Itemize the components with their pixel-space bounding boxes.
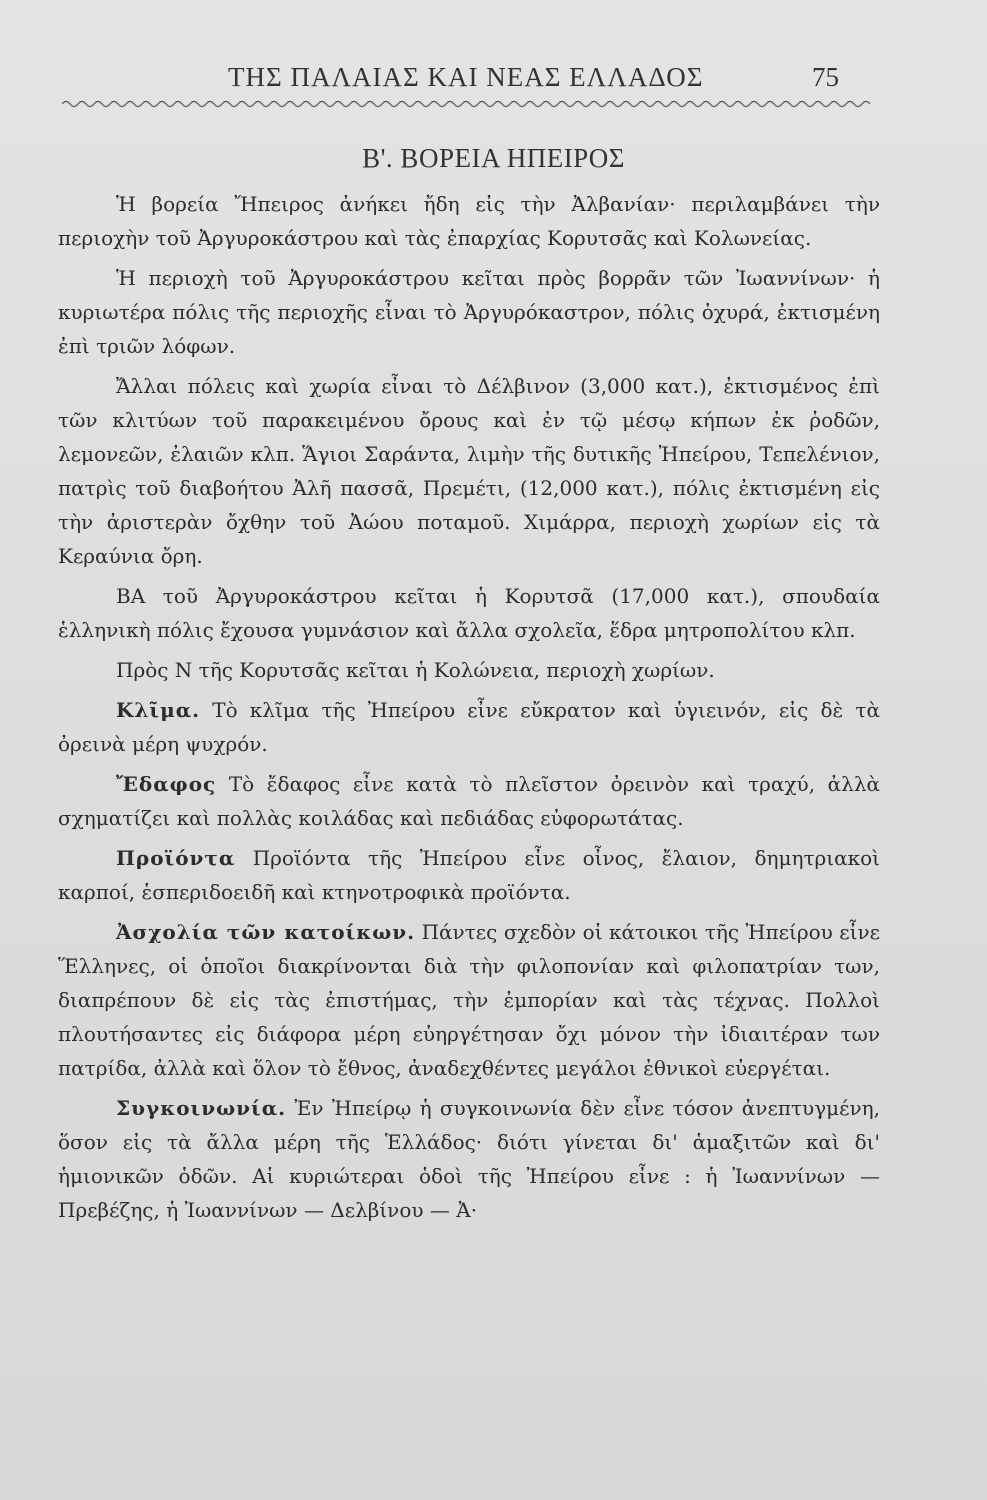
- subsection-text: Πάντες σχεδὸν οἱ κάτοικοι τῆς Ἠπείρου εἶνε Ἕλληνες, οἱ ὁποῖοι διακρίνονται διὰ τὴν φιλοπονίαν καὶ φιλοπατρίαν των, διαπρέπουν δὲ εἰς τὰς ἐπιστήμας, τὴν ἐμπορίαν καὶ τὰς τέχνας. Πολλοὶ πλουτήσαντες εἰς διάφορα μέρη εὐηργέτησαν ὄχι μόνον τὴν ἰδιαιτέραν των πατρίδα, ἀλλὰ καὶ ὅλον τὸ ἔθνος, ἀναδεχθέντες μεγάλοι ἐθνικοὶ εὐεργέται.: [58, 920, 881, 1080]
- paragraph: Ἄλλαι πόλεις καὶ χωρία εἶναι τὸ Δέλβινον (3,000 κατ.), ἐκτισμένος ἐπὶ τῶν κλιτύων τοῦ παρακειμένου ὄρους καὶ ἐν τῷ μέσῳ κήπων ἐκ ῥοδῶν, λεμονεῶν, ἐλαιῶν κλπ. Ἅγιοι Σαράντα, λιμὴν τῆς δυτικῆς Ἠπείρου, Τεπελένιον, πατρὶς τοῦ διαβοήτου Ἀλῆ πασσᾶ, Πρεμέτι, (12,000 κατ.), πόλις ἐκτισμένη εἰς τὴν ἀριστερὰν ὄχθην τοῦ Ἀώου ποταμοῦ. Χιμάρρα, περιοχὴ χωρίων εἰς τὰ Κεραύνια ὄρη.: [58, 374, 880, 568]
- subsection-heading: Προϊόντα: [116, 846, 236, 870]
- running-header: [0, 62, 987, 98]
- subsection-products: [58, 841, 880, 909]
- subsection-heading: Ἔδαφος: [116, 772, 217, 796]
- running-title: ΤΗΣ ΠΑΛΑΙΑΣ ΚΑΙ ΝΕΑΣ ΕΛΛΑΔΟΣ: [228, 62, 704, 92]
- subsection-text: Τὸ ἔδαφος εἶνε κατὰ τὸ πλεῖστον ὀρεινὸν καὶ τραχύ, ἀλλὰ σχηματίζει καὶ πολλὰς κοιλάδας καὶ πεδιάδας εὐφορωτάτας.: [58, 772, 881, 830]
- subsection-heading: Κλῖμα.: [116, 698, 201, 722]
- paragraph: Ἡ βορεία Ἤπειρος ἀνήκει ἤδη εἰς τὴν Ἀλβανίαν· περιλαμβάνει τὴν περιοχὴν τοῦ Ἀργυροκάστρου καὶ τὰς ἐπαρχίας Κορυτσᾶς καὶ Κολωνείας.: [58, 192, 880, 250]
- paragraph: ΒΑ τοῦ Ἀργυροκάστρου κεῖται ἡ Κορυτσᾶ (17,000 κατ.), σπουδαία ἑλληνικὴ πόλις ἔχουσα γυμνάσιον καὶ ἄλλα σχολεῖα, ἕδρα μητροπολίτου κλπ.: [58, 584, 880, 642]
- subsection-heading: Συγκοινωνία.: [116, 1096, 287, 1120]
- subsection-occupation: [58, 915, 880, 1085]
- subsection-text: Τὸ κλῖμα τῆς Ἠπείρου εἶνε εὔκρατον καὶ ὑγιεινόν, εἰς δὲ τὰ ὀρεινὰ μέρη ψυχρόν.: [58, 698, 881, 756]
- subsection-soil: [58, 767, 880, 835]
- subsection-heading: Ἀσχολία τῶν κατοίκων.: [116, 920, 416, 944]
- section-heading: Β'. ΒΟΡΕΙΑ ΗΠΕΙΡΟΣ: [362, 143, 625, 173]
- subsection-text: Προϊόντα τῆς Ἠπείρου εἶνε οἶνος, ἔλαιον, δημητριακοὶ καρποί, ἑσπεριδοειδῆ καὶ κτηνοτροφικὰ προϊόντα.: [58, 846, 880, 904]
- subsection-climate: [58, 693, 880, 761]
- subsection-communication: [58, 1091, 880, 1227]
- paragraph: Ἡ περιοχὴ τοῦ Ἀργυροκάστρου κεῖται πρὸς βορρᾶν τῶν Ἰωαννίνων· ἡ κυριωτέρα πόλις τῆς περιοχῆς εἶναι τὸ Ἀργυρόκαστρον, πόλις ὀχυρά, ἐκτισμένη ἐπὶ τριῶν λόφων.: [58, 266, 880, 358]
- paragraph: Πρὸς Ν τῆς Κορυτσᾶς κεῖται ἡ Κολώνεια, περιοχὴ χωρίων.: [116, 658, 715, 682]
- body-text: [58, 187, 880, 1233]
- page-number: 75: [812, 62, 839, 92]
- header-wavy-rule: [62, 98, 872, 110]
- subsection-text: Ἐν Ἠπείρῳ ἡ συγκοινωνία δὲν εἶνε τόσον ἀνεπτυγμένη, ὅσον εἰς τὰ ἄλλα μέρη τῆς Ἑλλάδος· διότι γίνεται δι' ἁμαξιτῶν καὶ δι' ἡμιονικῶν ὁδῶν. Αἱ κυριώτεραι ὁδοὶ τῆς Ἠπείρου εἶνε : ἡ Ἰωαννίνων — Πρεβέζης, ἡ Ἰωαννίνων — Δελβίνου — Ἀ·: [58, 1096, 881, 1222]
